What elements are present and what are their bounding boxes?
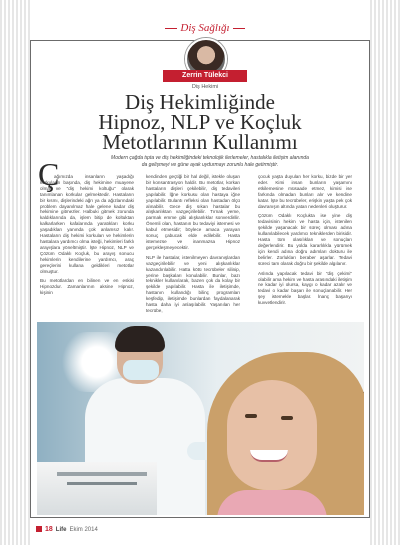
paragraph: NLP ile hastalar, istenilmeyen davranışlardan vazgeçirilebilir ve yeni alışkanlıklar kazandırılabilir. Hatta kötü tecrübeler silinip, yerine başkaları konulabilir. Bunlar, bazı teknikler kullanılarak, bazen çok da kolay bir şekilde yapılabilir. Hasta ile iletişimde, hastanın kullandığı bilinç programları keşfedip, iletişimde bunlardan faydalanarak hasta daha iyi anlaşılabilir. Yaşanılan her tecrübe, [146, 254, 240, 313]
author-role: Diş Hekimi [191, 84, 219, 90]
title-divider-right [233, 28, 245, 29]
text-column-2 [146, 174, 240, 318]
page-footer [36, 526, 98, 533]
dental-tools [57, 472, 147, 476]
title-line-3: Metotlarının Kullanımı [102, 130, 298, 154]
paragraph: kendinden geçtiği bir hal değil, istekle oluşan bir konsantrasyon haldir. Bu metotlar, korkan hastaların dişleri çekilebilir, diş tedavileri yapılabilir. İğne korkusu olan hastaya iğne yapılabilir. Bulantı refleksi olan hastadan ölçü alınabilir. Gece diş sıkan hastalar bu alışkanlıktan vazgeçirilebilir. Tırnak yeme, parmak emme gibi alışkanlıklar sonverdirilir. Önemli olan, hastanın bu tedaviyi istemesi ve kabul etmesidir; böylece amaca yarayan sonuç çabucak elde edilebilir. Hasta istemezse ve inanmazsa Hipnoz gerçekleşmeyecektir. [146, 174, 240, 250]
drop-cap: Ç [38, 156, 60, 192]
issue-date: Ekim 2014 [69, 527, 98, 533]
section-title [155, 22, 255, 34]
paragraph: Bu metotlardan en bilinen ve en eskisi Hipnozdur. Zamanlarının aksine Hipnoz, kişinin [40, 278, 134, 296]
footer-marker [36, 526, 42, 532]
paragraph: çocuk yaşta duyulan her korku, bizde bir yer eder. Kimi insan bunların yaşamını etkilemesine müsaade etmez, kimisi ise farkında olmadan bunları alır ve kendine katar. İşte bu tecrübeler, erişkin yaşta pek çok davranışın altında yatan nedenleri oluşturur. [258, 174, 352, 209]
dentist-patient-photo [37, 322, 364, 515]
title-line-1: Diş Hekimliğinde [125, 90, 275, 114]
dental-tools [67, 482, 137, 485]
patient-smile [250, 450, 288, 462]
page-number: 18 [45, 526, 53, 533]
patient-eye [245, 414, 257, 418]
paragraph: Aslında yapılacak tedavi bir "diş çekimi" olabilir ama hekim ve hasta arasındaki iletişim ne kadar iyi olursa, kaygı o kadar azalır ve tedavi o kadar başarı ile sonuçlanabilir. Her şey istemekle başlar. İnanç başarıyı kuvvetlendirir. [258, 270, 352, 306]
paragraph: Çözüm Odaklı Koçlukta ise yine diş tedavisinin hekim ve hasta için, istenilen şekilde yaşanacak bir süreç olması adına kullanılabilecek yardımcı tekniklerden birisidir. Hasta tüm olasılıkları ve sonuçları değerlendirir. Bu yolda kararlılıkla yürümek için kendi adına doğru adımları dokturu ile belirler. Zorlukları beraber aşarlar. Tedavi süreci tam olarak doğru bir şekilde algılanır. [258, 213, 352, 266]
section-title-text: Diş Sağlığı [180, 22, 230, 34]
title-divider-left [165, 28, 177, 29]
paragraph: ağımızda insanların yaşadığı korkuların başında, diş hekimine muayene olma ve "diş hekimi koltuğu" olarak tanımlanan korkular gelmektedir. Hastaların bir kısmı, dişlerindeki ağrı ya da ağızlarındaki problem dayanılmaz hale gelene kadar diş hekimine gitmezler. Halbuki gitmek zorunda kaldıklarında da, işlem bitip de koltuktan kalkarlarken kafalarında yaratıkları korku yaşadıkları yanında çok anlamsız kalır. Hastaların diş hekimi korkuları ve hekimlerin hastalara yardımcı olma isteği, hekimleri farklı arayışlara yöneltmiştir. İşte Hipnoz, NLP ve Çözüm Odaklı Koçluk, bu arayış sonucu hekimlerin kendilerine yardımcı, araç gereçlerini kullana geldikleri metotlar olmuştur. [40, 174, 134, 274]
dentist-mask [123, 360, 159, 380]
dental-tray [37, 462, 157, 515]
author-name: Zerrin Tülekci [163, 70, 247, 82]
text-column-1 [40, 174, 134, 300]
left-stripe-border [0, 0, 30, 545]
title-line-2: Hipnoz, NLP ve Koçluk [98, 110, 302, 134]
article-lede: Modern çağda tıpta ve diş hekimliğindeki teknolojik ilerlemeler, hastalıkla iletişim alanında da gelişmeyi ve güne ayak uydurmayı zorunlu hale getirmiştir. [111, 155, 309, 168]
dentist-hair [115, 326, 165, 352]
patient-eye [281, 416, 293, 420]
patient-bib [217, 490, 327, 515]
text-column-3 [258, 174, 352, 310]
magazine-name: Life [55, 527, 67, 533]
right-stripe-border [370, 0, 400, 545]
article-title [40, 92, 360, 152]
patient-face [227, 380, 317, 490]
